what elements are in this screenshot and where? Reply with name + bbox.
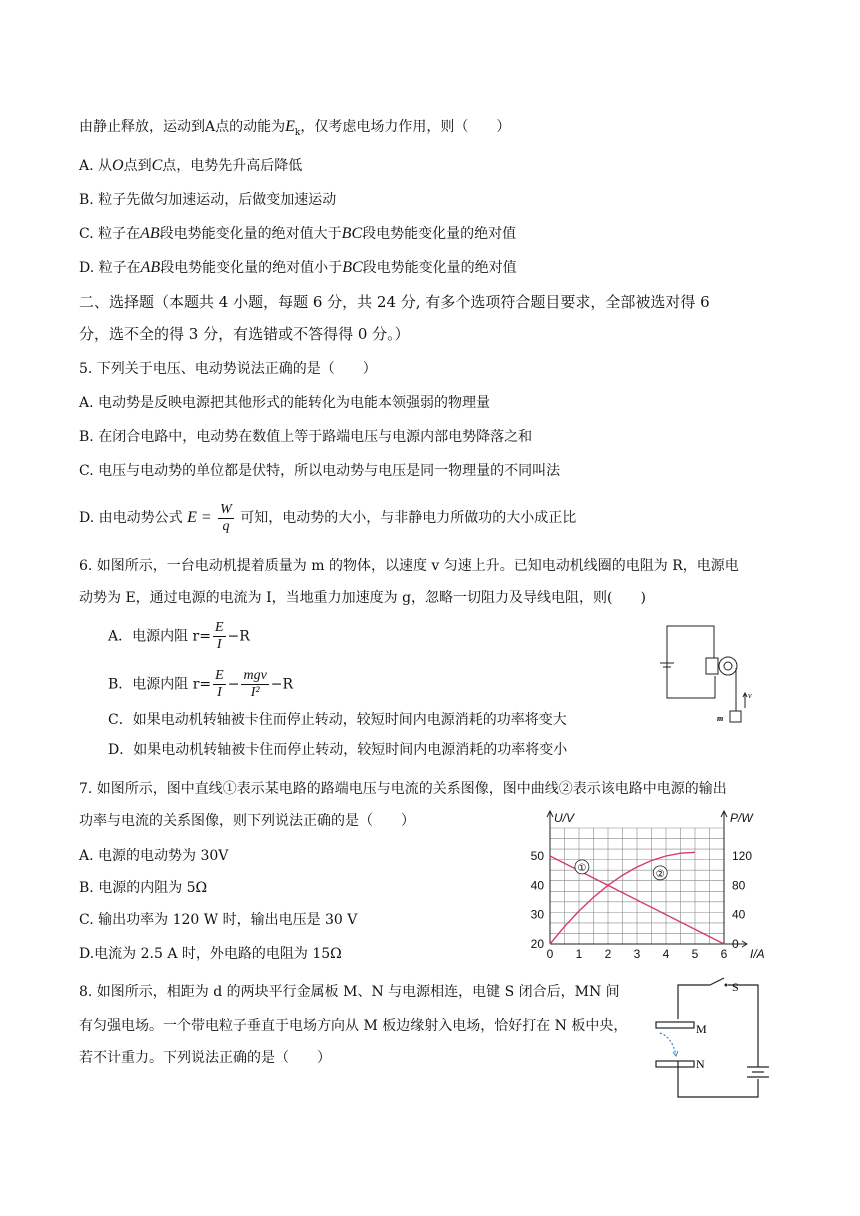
q4-option-b: B. 粒子先做匀加速运动，后做变加速运动	[79, 192, 337, 208]
q6-option-b: B．电源内阻 r= $\frac{E}{I}$ − $\frac{\text{mgv}}{\text{I²}}$ −R	[108, 668, 294, 700]
q7-option-d: D.电流为 2.5 A 时，外电路的电阻为 15Ω	[79, 946, 342, 962]
y-right-tick-label: 80	[732, 878, 746, 893]
q4-option-a: A. 从O点到C点，电势先升高后降低	[79, 157, 303, 174]
q6-stem-line2: 动势为 E，通过电源的电流为 I，当地重力加速度为 g，忽略一切阻力及导线电阻，则( )	[79, 590, 646, 606]
q8-stem-line1: 8. 如图所示，相距为 d 的两块平行金属板 M、N 与电源相连，电键 S 闭合后，MN 间	[79, 984, 620, 1000]
y-left-tick-label: 20	[530, 937, 544, 951]
q5-option-c: C. 电压与电动势的单位都是伏特，所以电动势与电压是同一物理量的不同叫法	[79, 463, 561, 479]
x-tick-label: 3	[633, 947, 641, 961]
x-tick-label: 2	[604, 947, 612, 961]
q5-formula-fraction: $\frac{W}{q}$	[220, 501, 232, 534]
q7-stem-line2: 功率与电流的关系图像，则下列说法正确的是（ ）	[79, 813, 415, 829]
q6-option-a: A．电源内阻 r= $\frac{E}{I}$ −R	[108, 620, 250, 652]
x-tick-label: 5	[691, 947, 699, 961]
q7-option-c: C. 输出功率为 120 W 时，输出电压是 30 V	[79, 912, 358, 928]
y-left-axis-label: U/V	[554, 811, 575, 825]
y-left-tick-label: 50	[530, 849, 544, 863]
y-right-tick-label: 0	[732, 937, 739, 951]
q8-stem-line3: 若不计重力。下列说法正确的是（ ）	[79, 1050, 331, 1066]
q7-stem-line1: 7. 如图所示，图中直线①表示某电路的路端电压与电流的关系图像，图中曲线②表示该电路中电源的输出	[79, 781, 727, 797]
q6-option-d: D．如果电动机转轴被卡住而停止转动，较短时间内电源消耗的功率将变小	[108, 742, 568, 758]
x-axis-label: I/A	[750, 947, 765, 961]
q5-option-a: A. 电动势是反映电源把其他形式的能转化为电能本领强弱的物理量	[79, 395, 491, 411]
q4-option-c: C. 粒子在AB段电势能变化量的绝对值大于BC段电势能变化量的绝对值	[79, 225, 517, 242]
q6-v-label: v	[748, 691, 752, 700]
y-left-tick-label: 40	[530, 878, 544, 893]
section-2-header-line2: 分，选不全的得 3 分，有选错或不答得得 0 分。）	[79, 325, 410, 343]
y-left-tick-label: 30	[530, 907, 544, 922]
q8-capacitor-circuit-figure	[650, 975, 775, 1105]
q5-option-d: D. 由电动势公式 E = $\frac{W}{q}$ 可知，电动势的大小，与非静电力所做功的大小成正比	[79, 501, 577, 534]
y-right-axis-label: P/W	[730, 811, 753, 825]
q7-chart	[520, 806, 775, 966]
q5-option-b: B. 在闭合电路中，电动势在数值上等于路端电压与电源内部电势降落之和	[79, 429, 533, 445]
x-tick-label: 4	[662, 947, 670, 961]
q6-m-label: m	[717, 714, 724, 723]
q8-n-label: N	[696, 1057, 705, 1071]
series-1-label: ①	[577, 862, 587, 874]
q8-stem-line2: 有匀强电场。一个带电粒子垂直于电场方向从 M 板边缘射入电场，恰好打在 N 板中央，	[79, 1018, 628, 1034]
q6-motor-circuit-figure	[655, 622, 770, 732]
section-2-header-line1: 二、选择题（本题共 4 小题，每题 6 分，共 24 分, 有多个选项符合题目要求，全部被选对得 6	[79, 293, 710, 311]
q8-m-label: M	[696, 1022, 707, 1036]
q5-stem: 5. 下列关于电压、电动势说法正确的是（ ）	[79, 361, 377, 377]
q4-option-d: D. 粒子在AB段电势能变化量的绝对值小于BC段电势能变化量的绝对值	[79, 259, 517, 276]
x-tick-label: 6	[720, 947, 728, 961]
series-2-label: ②	[655, 868, 665, 880]
y-right-tick-label: 120	[732, 849, 753, 863]
q6-option-c: C．如果电动机转轴被卡住而停止转动，较短时间内电源消耗的功率将变大	[108, 712, 567, 728]
x-tick-label: 0	[546, 947, 554, 961]
q4-stem-line: 由静止释放，运动到A点的动能为$E_k$，仅考虑电场力作用，则（ ）	[79, 118, 511, 138]
q6-stem-line1: 6. 如图所示，一台电动机提着质量为 m 的物体，以速度 v 匀速上升。已知电动机线圈的电阻为 R，电源电	[79, 558, 739, 574]
q7-option-b: B. 电源的内阻为 5Ω	[79, 880, 208, 896]
x-tick-label: 1	[575, 947, 583, 961]
q7-option-a: A. 电源的电动势为 30V	[79, 848, 229, 864]
q8-s-label: S	[732, 980, 739, 994]
y-right-tick-label: 40	[732, 907, 746, 922]
